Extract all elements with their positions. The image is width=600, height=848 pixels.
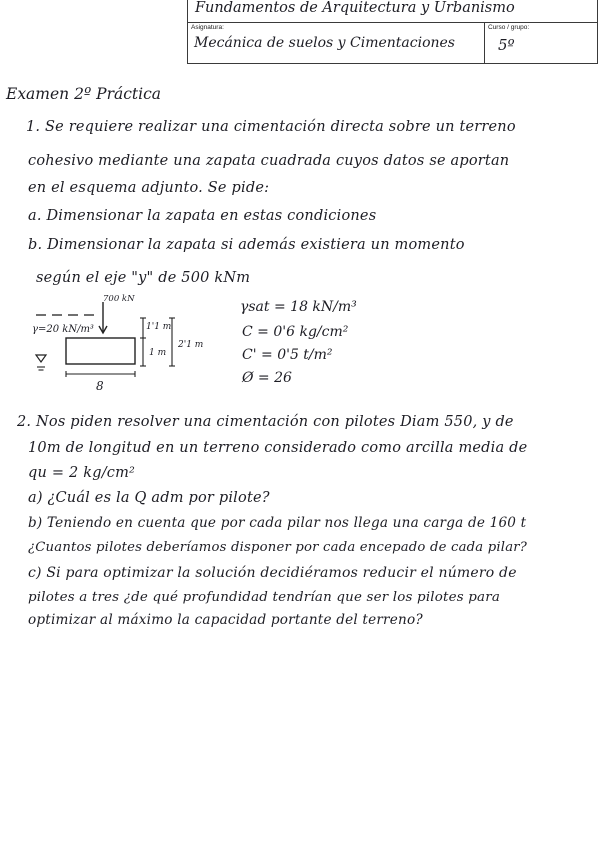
data-item: Ø = 26	[242, 370, 292, 386]
height-top-label: 1'1 m	[146, 322, 172, 332]
footing-diagram	[0, 288, 240, 398]
problem-line: optimizar al máximo la capacidad portante del terreno?	[28, 612, 423, 628]
header-box	[187, 0, 598, 64]
problem-line: a. Dimensionar la zapata en estas condiciones	[28, 208, 377, 224]
problem-line: pilotes a tres ¿de qué profundidad tendrían que ser los pilotes para	[28, 590, 501, 605]
load-label: 700 kN	[103, 294, 135, 304]
height-total-label: 2'1 m	[178, 340, 204, 350]
data-item: C = 0'6 kg/cm²	[242, 324, 349, 340]
water-table-icon	[36, 355, 46, 362]
exam-title: Examen 2º Práctica	[6, 85, 162, 103]
width-label: 8	[96, 379, 104, 393]
problem-line: ¿Cuantos pilotes deberíamos disponer por cada encepado de cada pilar?	[28, 540, 528, 555]
problem-line: a) ¿Cuál es la Q adm por pilote?	[28, 490, 270, 506]
problem-line: 2. Nos piden resolver una cimentación con pilotes Diam 550, y de	[17, 414, 514, 430]
data-item: γsat = 18 kN/m³	[240, 299, 357, 315]
gamma-label: γ=20 kN/m³	[32, 324, 94, 335]
asignatura-value: Mecánica de suelos y Cimentaciones	[194, 35, 455, 51]
problem-line: c) Si para optimizar la solución decidiéramos reducir el número de	[28, 565, 517, 581]
problem-line: en el esquema adjunto. Se pide:	[28, 180, 270, 196]
problem-line: b) Teniendo en cuenta que por cada pilar nos llega una carga de 160 t	[28, 515, 527, 531]
problem-line: según el eje "y" de 500 kNm	[36, 270, 251, 286]
curso-value: 5º	[498, 36, 515, 54]
asignatura-label: Asignatura:	[191, 24, 224, 31]
data-item: C' = 0'5 t/m²	[242, 347, 333, 363]
problem-line: 10m de longitud en un terreno considerado como arcilla media de	[28, 440, 528, 456]
problem-line: 1. Se requiere realizar una cimentación directa sobre un terreno	[26, 119, 516, 135]
problem-line: qu = 2 kg/cm²	[28, 465, 136, 481]
course-title: Fundamentos de Arquitectura y Urbanismo	[195, 0, 515, 16]
curso-label: Curso / grupo:	[488, 24, 530, 31]
problem-line: cohesivo mediante una zapata cuadrada cuyos datos se aportan	[28, 153, 510, 169]
height-bottom-label: 1 m	[149, 348, 167, 358]
problem-line: b. Dimensionar la zapata si además existiera un momento	[28, 237, 465, 253]
